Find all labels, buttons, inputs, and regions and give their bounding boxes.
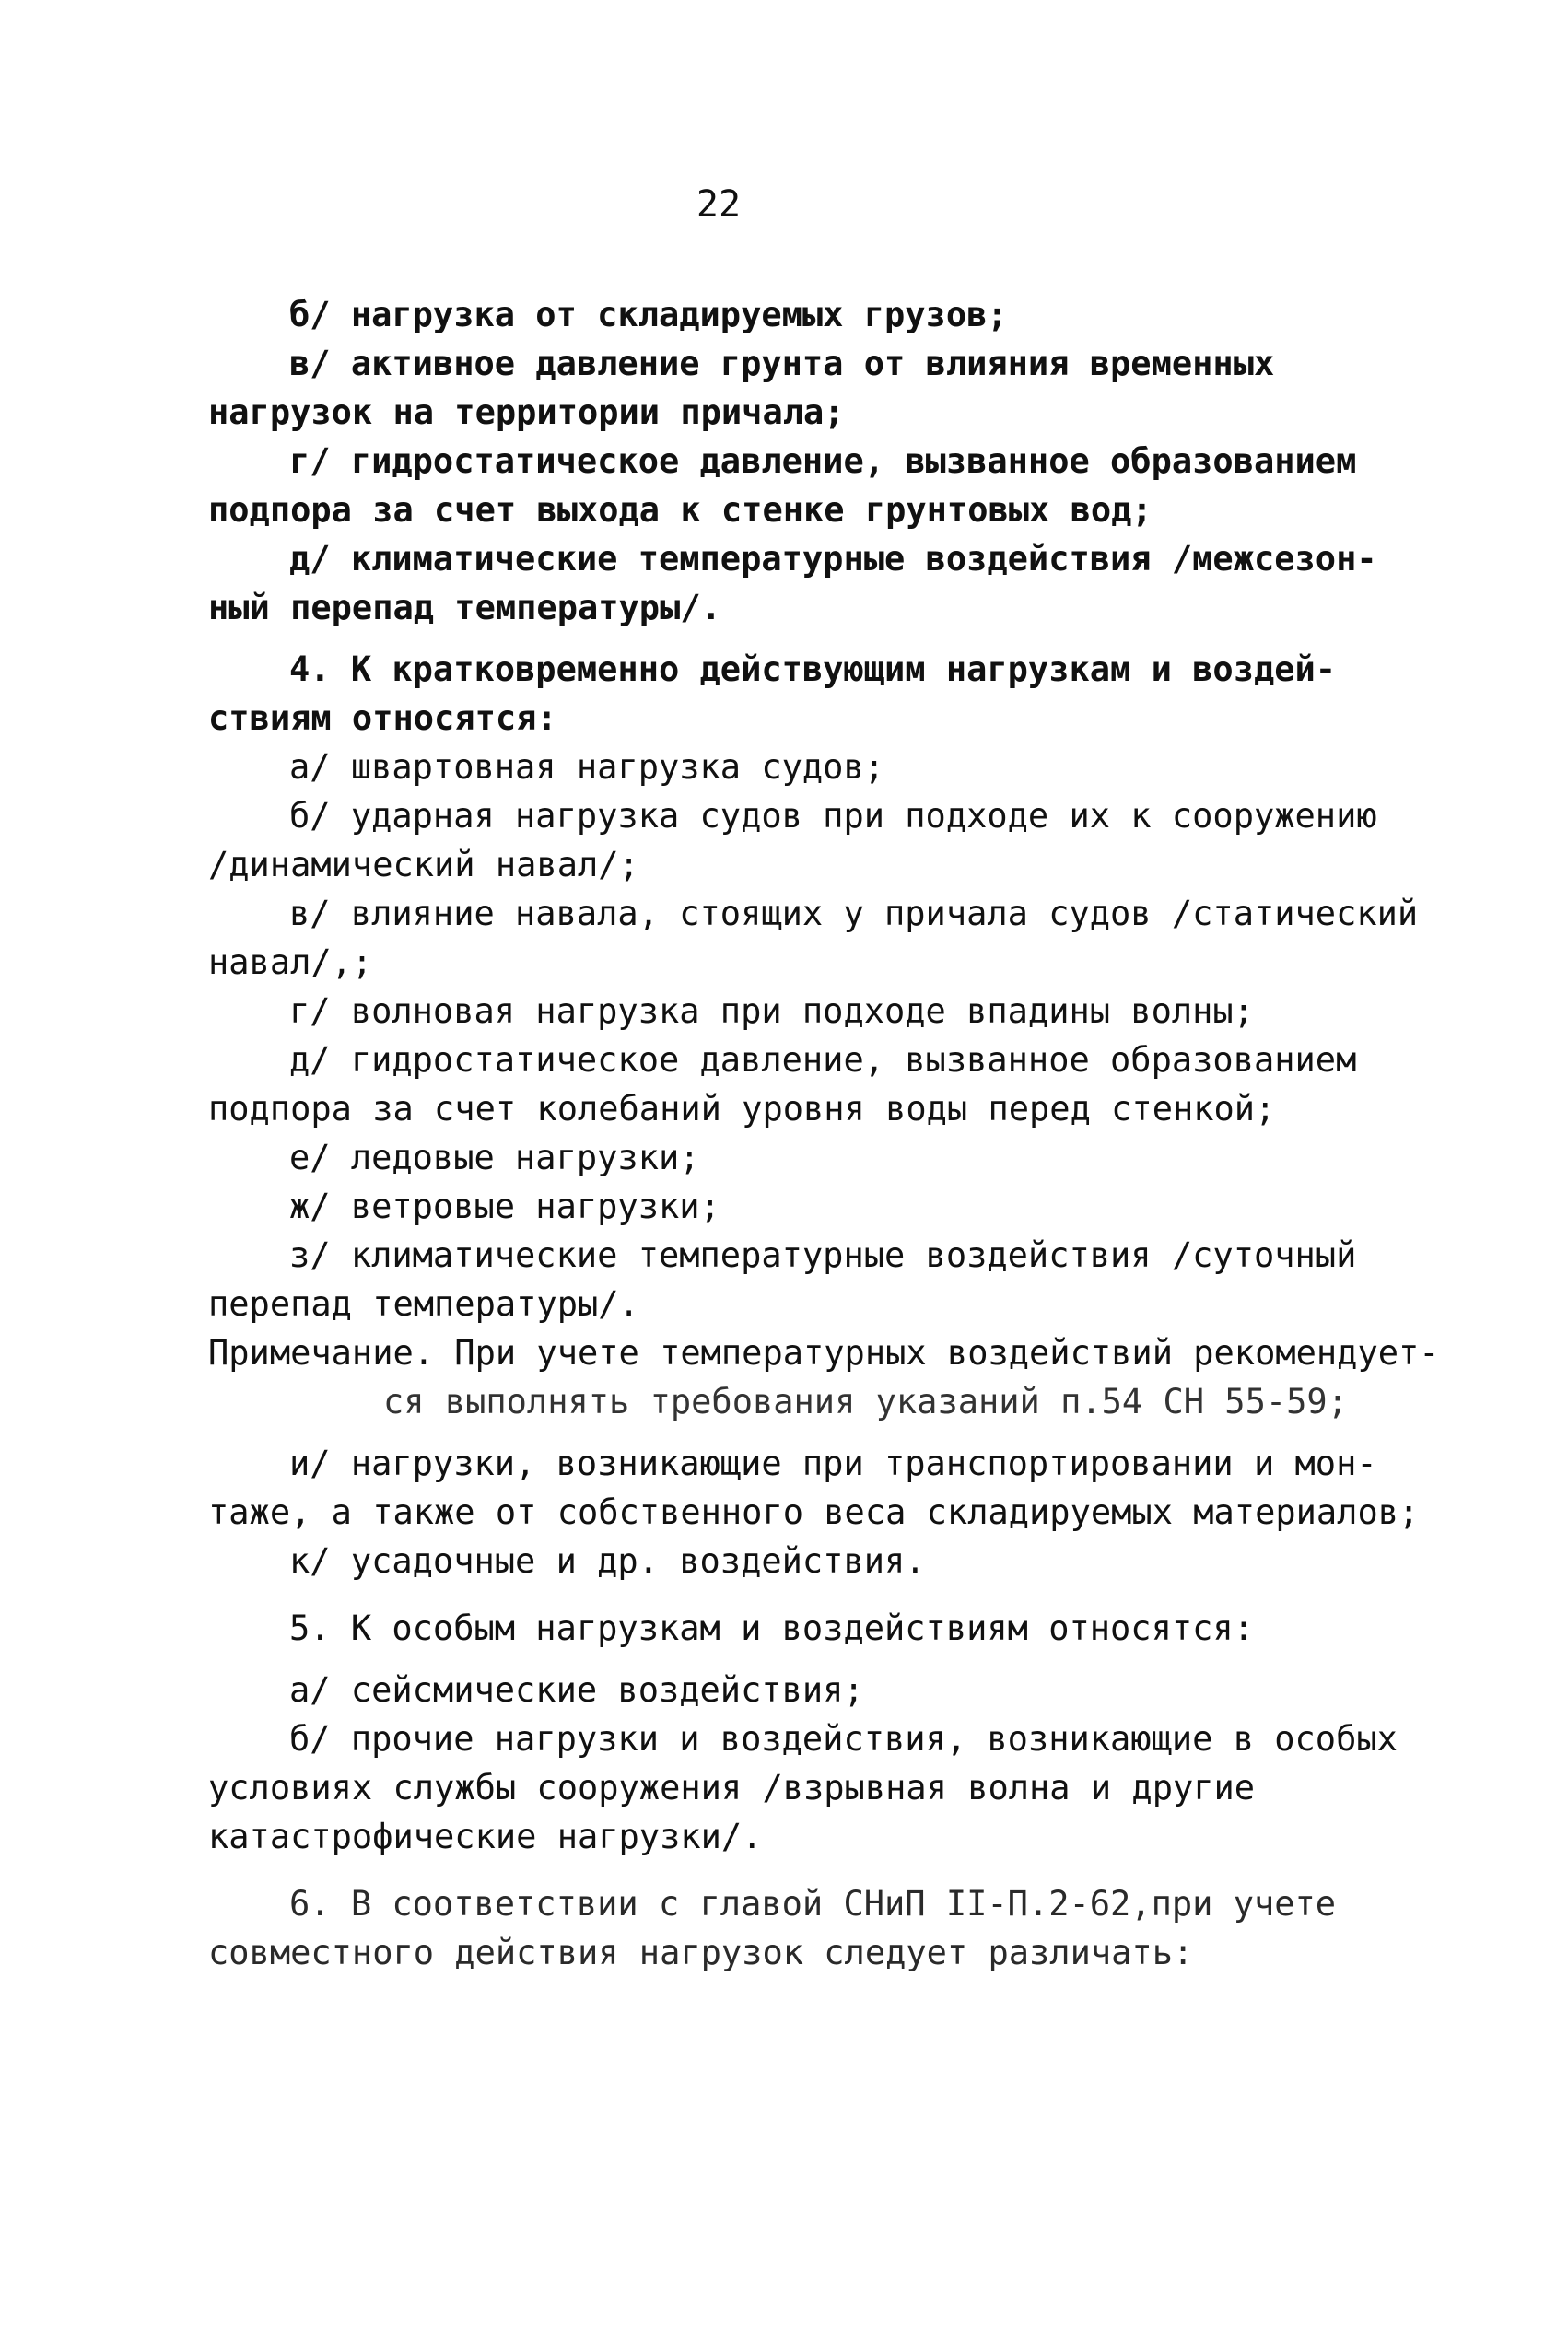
text-line: а/ швартовная нагрузка судов; [289,747,885,787]
page-number: 22 [696,183,742,226]
text-line: совместного действия нагрузок следует различать: [208,1933,1194,1972]
text-line: /динамический навал/; [208,845,639,884]
text-line: нагрузок на территории причала; [208,392,845,432]
text-line: г/ гидростатическое давление, вызванное образованием [289,441,1357,481]
text-line: навал/,; [208,942,373,982]
text-line: 5. К особым нагрузкам и воздействиям относятся: [289,1609,1254,1648]
text-line: ный перепад температуры/. [208,588,721,627]
text-line: д/ климатические температурные воздействия /межсезон- [289,539,1377,579]
text-line: таже, а также от собственного веса складируемых материалов; [208,1492,1420,1532]
text-line: д/ гидростатическое давление, вызванное образованием [289,1040,1357,1080]
text-line: ж/ ветровые нагрузки; [289,1187,720,1226]
page-body [208,290,1440,1977]
text-line: е/ ледовые нагрузки; [289,1138,700,1177]
text-line: подпора за счет колебаний уровня воды перед стенкой; [208,1089,1276,1129]
text-line: а/ сейсмические воздействия; [289,1670,864,1710]
text-line: 6. В соответствии с главой СНиП II-П.2-62,при учете [289,1884,1337,1924]
text-line: подпора за счет выхода к стенке грунтовых вод; [208,490,1153,530]
text-line: и/ нагрузки, возникающие при транспортировании и мон- [289,1444,1377,1483]
text-line: 4. К кратковременно действующим нагрузкам и воздей- [289,649,1337,689]
text-line: б/ прочие нагрузки и воздействия, возникающие в особых [289,1719,1398,1759]
text-line: катастрофические нагрузки/. [208,1817,763,1856]
text-line: в/ влияние навала, стоящих у причала судов /статический [289,894,1419,933]
text-line: б/ ударная нагрузка судов при подходе их к сооружению [289,796,1377,836]
note-line: Примечание. При учете температурных воздействий рекомендует- [208,1333,1440,1373]
text-line: к/ усадочные и др. воздействия. [289,1541,926,1581]
text-line: перепад температуры/. [208,1284,639,1324]
note-line: ся выполнять требования указаний п.54 СН 55-59; [383,1382,1348,1421]
text-line: б/ нагрузка от складируемых грузов; [289,295,1008,334]
text-line: в/ активное давление грунта от влияния временных [289,344,1275,383]
text-line: г/ волновая нагрузка при подходе впадины волны; [289,991,1254,1031]
text-line: ствиям относятся: [208,698,557,738]
text-line: з/ климатические температурные воздействия /суточный [289,1235,1357,1275]
text-line: условиях службы сооружения /взрывная волна и другие [208,1768,1256,1807]
